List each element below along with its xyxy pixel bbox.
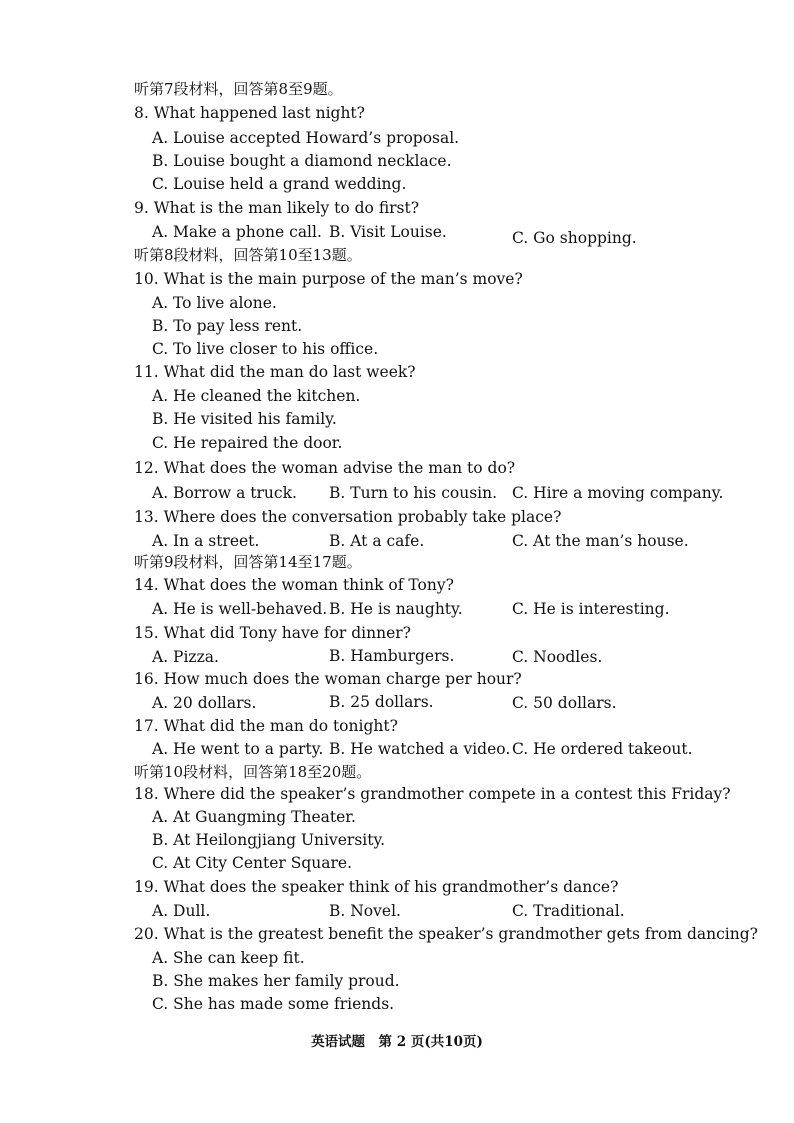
option-a: A. Pizza. bbox=[152, 648, 219, 666]
question-stem: 17. What did the man do tonight? bbox=[134, 717, 398, 735]
option-b: B. 25 dollars. bbox=[329, 693, 434, 711]
question-stem: 16. How much does the woman charge per hour? bbox=[134, 670, 522, 688]
option-a: A. Borrow a truck. bbox=[152, 484, 297, 502]
option-a: A. He went to a party. bbox=[152, 740, 324, 758]
option-a: A. Dull. bbox=[152, 902, 211, 920]
option-c: C. At the man’s house. bbox=[512, 532, 689, 550]
option-b: B. Turn to his cousin. bbox=[329, 484, 498, 502]
option-c: C. She has made some friends. bbox=[152, 995, 395, 1013]
section-heading: 听第7段材料，回答第8至9题。 bbox=[134, 80, 343, 98]
option-c: C. Noodles. bbox=[512, 648, 603, 666]
option-a: A. To live alone. bbox=[152, 294, 277, 312]
option-b: B. Hamburgers. bbox=[329, 647, 455, 665]
option-b: B. To pay less rent. bbox=[152, 317, 303, 335]
question-stem: 18. Where did the speaker’s grandmother compete in a contest this Friday? bbox=[134, 785, 731, 803]
option-a: A. He cleaned the kitchen. bbox=[152, 387, 361, 405]
option-c: C. Traditional. bbox=[512, 902, 625, 920]
option-b: B. He is naughty. bbox=[329, 600, 463, 618]
option-c: C. He repaired the door. bbox=[152, 434, 343, 452]
option-c: C. 50 dollars. bbox=[512, 694, 617, 712]
question-stem: 12. What does the woman advise the man to do? bbox=[134, 459, 516, 477]
question-stem: 9. What is the man likely to do first? bbox=[134, 199, 420, 217]
question-stem: 15. What did Tony have for dinner? bbox=[134, 624, 411, 642]
option-a: A. Make a phone call. bbox=[152, 223, 322, 241]
question-stem: 8. What happened last night? bbox=[134, 104, 365, 122]
option-b: B. Louise bought a diamond necklace. bbox=[152, 152, 452, 170]
option-c: C. At City Center Square. bbox=[152, 854, 352, 872]
option-c: C. To live closer to his office. bbox=[152, 340, 379, 358]
section-heading: 听第8段材料，回答第10至13题。 bbox=[134, 246, 362, 264]
question-stem: 10. What is the main purpose of the man’s move? bbox=[134, 270, 523, 288]
option-c: C. Louise held a grand wedding. bbox=[152, 175, 407, 193]
option-c: C. Go shopping. bbox=[512, 229, 637, 247]
question-stem: 13. Where does the conversation probably take place? bbox=[134, 508, 562, 526]
section-heading: 听第10段材料，回答第18至20题。 bbox=[134, 763, 372, 781]
option-a: A. In a street. bbox=[152, 532, 260, 550]
option-b: B. He watched a video. bbox=[329, 740, 511, 758]
option-a: A. 20 dollars. bbox=[152, 694, 257, 712]
option-b: B. At a cafe. bbox=[329, 532, 425, 550]
question-stem: 11. What did the man do last week? bbox=[134, 363, 416, 381]
option-a: A. Louise accepted Howard’s proposal. bbox=[152, 129, 460, 147]
option-b: B. Novel. bbox=[329, 902, 401, 920]
option-a: A. At Guangming Theater. bbox=[152, 808, 356, 826]
question-stem: 20. What is the greatest benefit the speaker’s grandmother gets from dancing? bbox=[134, 925, 758, 943]
option-c: C. He is interesting. bbox=[512, 600, 670, 618]
question-stem: 19. What does the speaker think of his grandmother’s dance? bbox=[134, 878, 619, 896]
option-c: C. He ordered takeout. bbox=[512, 740, 693, 758]
option-b: B. He visited his family. bbox=[152, 410, 337, 428]
option-b: B. At Heilongjiang University. bbox=[152, 831, 386, 849]
option-b: B. Visit Louise. bbox=[329, 223, 447, 241]
option-b: B. She makes her family proud. bbox=[152, 972, 400, 990]
option-a: A. She can keep fit. bbox=[152, 949, 305, 967]
option-c: C. Hire a moving company. bbox=[512, 484, 724, 502]
question-stem: 14. What does the woman think of Tony? bbox=[134, 576, 454, 594]
option-a: A. He is well-behaved. bbox=[152, 600, 328, 618]
section-heading: 听第9段材料，回答第14至17题。 bbox=[134, 553, 362, 571]
page-footer: 英语试题 第 2 页(共10页) bbox=[311, 1034, 483, 1050]
